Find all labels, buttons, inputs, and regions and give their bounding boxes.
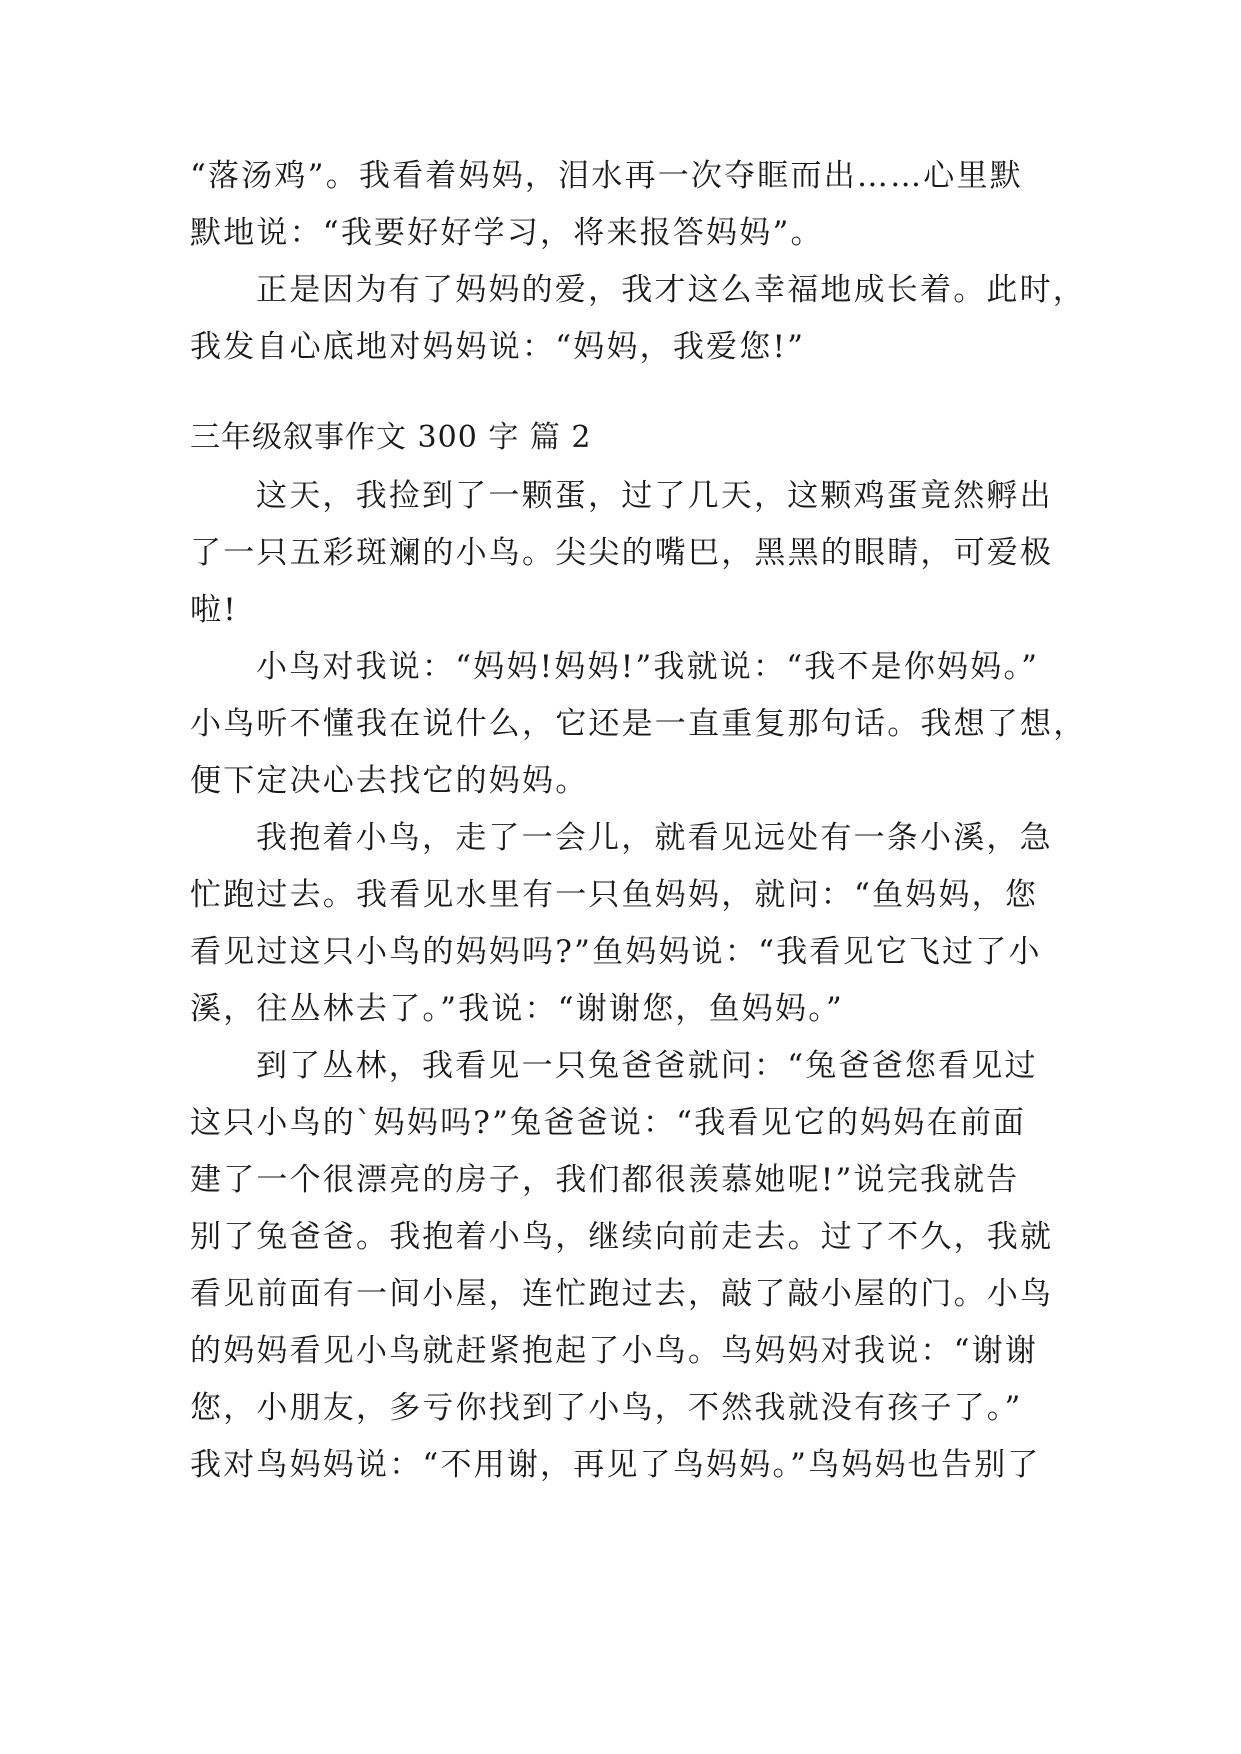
- section-heading: 三年级叙事作文 300 字 篇 2: [190, 420, 592, 455]
- document-page: [190, 148, 1087, 1494]
- paragraph-line: 小鸟听不懂我在说什么，它还是一直重复那句话。我想了想，: [190, 706, 1087, 742]
- paragraph-line: 我发自心底地对妈妈说：“妈妈，我爱您!”: [190, 329, 806, 365]
- paragraph-line: 溪，往丛林去了。”我说：“谢谢您，鱼妈妈。”: [190, 991, 844, 1027]
- spacer: [190, 376, 1050, 408]
- paragraph-line: 看见过这只小鸟的妈妈吗?”鱼妈妈说：“我看见它飞过了小: [190, 934, 1042, 970]
- paragraph-line: 建了一个很漂亮的房子，我们都很羡慕她呢!”说完我就告: [190, 1162, 1020, 1198]
- paragraph-line: 啦!: [190, 592, 238, 628]
- paragraph-line: 便下定决心去找它的妈妈。: [190, 763, 589, 799]
- paragraph-line: 到了丛林，我看见一只兔爸爸就问：“兔爸爸您看见过: [256, 1048, 1038, 1084]
- paragraph-line: “落汤鸡”。我看着妈妈，泪水再一次夺眶而出……心里默: [190, 158, 1023, 194]
- paragraph-line: 我对鸟妈妈说：“不用谢，再见了鸟妈妈。”鸟妈妈也告别了: [190, 1447, 1041, 1483]
- paragraph-line: 别了兔爸爸。我抱着小鸟，继续向前走去。过了不久，我就: [190, 1219, 1054, 1255]
- paragraph-line: 默地说：“我要好好学习，将来报答妈妈”。: [190, 215, 824, 251]
- paragraph-line: 小鸟对我说：“妈妈!妈妈!”我就说：“我不是你妈妈。”: [256, 649, 1040, 685]
- paragraph-line: 忙跑过去。我看见水里有一只鱼妈妈，就问：“鱼妈妈，您: [190, 877, 1039, 913]
- paragraph-line: 了一只五彩斑斓的小鸟。尖尖的嘴巴，黑黑的眼睛，可爱极: [190, 535, 1054, 571]
- paragraph-line: 这天，我捡到了一颗蛋，过了几天，这颗鸡蛋竟然孵出: [256, 478, 1053, 514]
- paragraph-line: 这只小鸟的`妈妈吗?”兔爸爸说：“我看见它的妈妈在前面: [190, 1105, 1027, 1141]
- paragraph-line: 看见前面有一间小屋，连忙跑过去，敲了敲小屋的门。小鸟: [190, 1276, 1054, 1312]
- paragraph-line: 您，小朋友，多亏你找到了小鸟，不然我就没有孩子了。”: [190, 1390, 1023, 1426]
- paragraph-line: 的妈妈看见小鸟就赶紧抱起了小鸟。鸟妈妈对我说：“谢谢: [190, 1333, 1039, 1369]
- paragraph-line: 正是因为有了妈妈的爱，我才这么幸福地成长着。此时，: [256, 272, 1086, 308]
- paragraph-line: 我抱着小鸟，走了一会儿，就看见远处有一条小溪，急: [256, 820, 1053, 856]
